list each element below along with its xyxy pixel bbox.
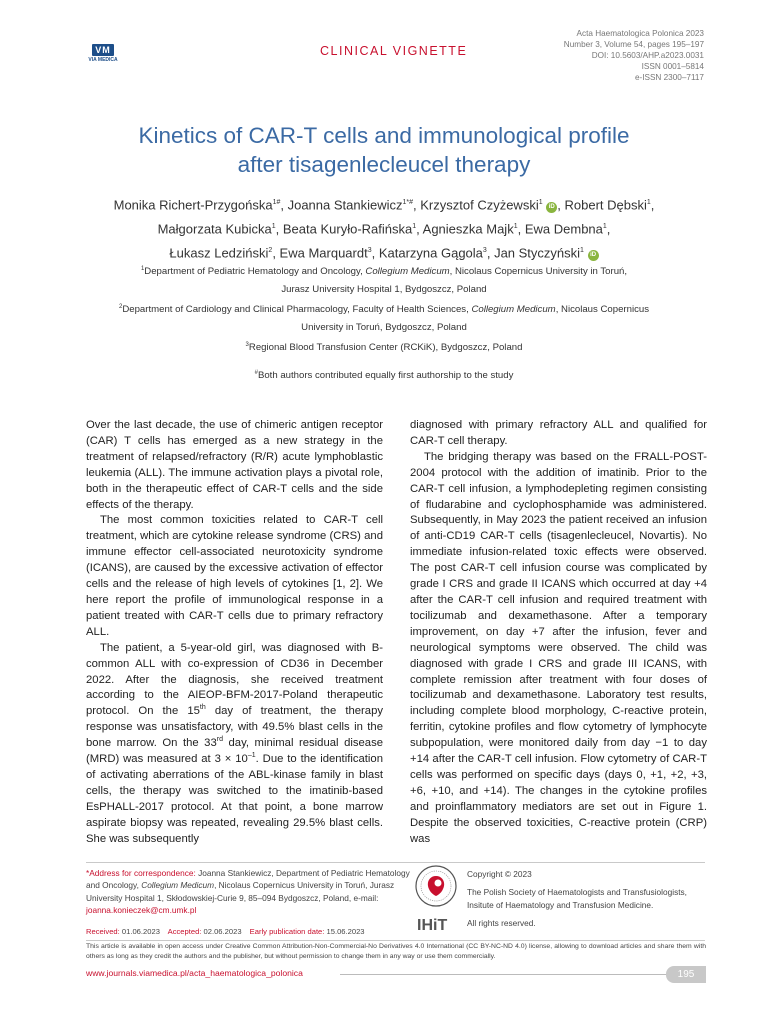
- journal-url-link[interactable]: www.journals.viamedica.pl/acta_haematologica_polonica: [86, 968, 303, 978]
- author-name: Ewa Dembna: [524, 221, 603, 237]
- society-text: The Polish Society of Haematologists and Transfusiologists, Insitute of Haematology and Transfusion Medicine.: [467, 887, 687, 910]
- body-sup: rd: [216, 736, 223, 744]
- accepted-label: Accepted:: [167, 927, 202, 936]
- author-sup: 1: [513, 222, 518, 230]
- author-name: Agnieszka Majk: [422, 221, 514, 237]
- section-label: CLINICAL VIGNETTE: [320, 44, 468, 58]
- correspondence-text: , Nicolaus Copernicus University in Toruń, Jurasz University Hospital 1, Skłodowskiej-Curie 9, 85–094 Bydgoszcz, Poland, e-mail:: [86, 880, 395, 903]
- via-medica-logo: [86, 44, 120, 66]
- authors-line-3: Łukasz Ledziński$^2$, Ewa Marquardt$^3$, Katarzyna Gągola$^3$, Jan Styczyński$^1$ iD: [60, 240, 708, 264]
- journal-volume: Number 3, Volume 54, pages 195–197: [563, 40, 704, 49]
- correspondence-italic: Collegium Medicum: [141, 880, 215, 891]
- journal-issn: ISSN 0001–5814: [641, 62, 704, 71]
- body-paragraph: [86, 641, 383, 848]
- body-paragraph: The most common toxicities related to CAR-T cell treatment, which are cytokine release syndrome (CRS) and immune effector cell-associated neurotoxicity syndrome (ICANS), are caused by the excessive activation of effector cells and the release of high levels of cytokines [1, 2]. We here report the profile of immunological response in a patient treated with CAR-T cells due to primary refractory ALL.: [86, 514, 383, 638]
- author-sup: 2: [268, 246, 273, 254]
- author-name: Beata Kuryło-Rafińska: [282, 221, 413, 237]
- author-name: Jan Styczyński: [494, 244, 581, 260]
- author-sup: 1: [580, 246, 584, 254]
- author-sup: 1: [538, 199, 543, 206]
- body-text: The patient, a 5-year-old girl, was diagnosed with B-common ALL with co-expression of CD36 in December 2022. After the diagnosis, she received treatment according to the AIEOP-BFM-2017-Poland therapeutic protocol. On the 15: [86, 641, 383, 718]
- correspondence-text: Joanna Stankiewicz, Department of Pediatric Hematology and Oncology,: [86, 868, 410, 891]
- title-line-1: Kinetics of CAR-T cells and immunological profile: [138, 123, 630, 148]
- aff-sup: 3: [245, 341, 249, 348]
- seal-drop-highlight: [435, 880, 442, 887]
- authors-line-2: Małgorzata Kubicka$^1$, Beata Kuryło-Rafińska$^1$, Agnieszka Majk$^1$, Ewa Dembna$^1$,: [157, 221, 611, 237]
- affiliation-1-line-2: Jurasz University Hospital 1, Bydgoszcz, Poland: [281, 283, 487, 295]
- author-name: Małgorzata Kubicka: [157, 221, 272, 237]
- received-label: Received:: [86, 927, 120, 936]
- journal-eissn: e-ISSN 2300–7117: [634, 73, 704, 82]
- society-seal-logo: [412, 863, 460, 909]
- article-title: [0, 121, 768, 179]
- body-sup: th: [199, 704, 206, 712]
- author-sup: 1*#: [402, 199, 414, 206]
- correspondence-email-link[interactable]: joanna.konieczek@cm.umk.pl: [86, 904, 197, 915]
- author-sup: 1: [271, 222, 276, 230]
- author-name: Monika Richert-Przygońska: [113, 197, 273, 213]
- affiliation-1: [60, 261, 708, 281]
- body-text: . Due to the identification of activating aberrations of the ABL-kinase family in blast cells, the therapy was switched to the imatinib-based EsPHALL-2017 protocol. At that point, a bone marrow aspirate biopsy was repeated, revealing 29.5% blast cells. She was subsequently: [86, 753, 383, 845]
- author-name: Robert Dębski: [564, 197, 647, 213]
- received-date: 01.06.2023: [121, 927, 160, 936]
- correspondence-label: *Address for correspondence:: [86, 868, 196, 878]
- aff-text: , Nicolaus Copernicus University in Toruń,: [449, 266, 628, 278]
- license-divider: [86, 940, 705, 941]
- author-sup: 1: [646, 199, 651, 206]
- orcid-icon[interactable]: iD: [546, 202, 557, 213]
- note-text: Both authors contributed equally first authorship to the study: [257, 370, 514, 382]
- footer-divider: [86, 862, 705, 863]
- body-text: day of treatment, the therapy response was unsatisfactory, with 49.5% blast cells in the bone marrow. On the 33: [86, 705, 383, 750]
- page-number: 195: [666, 966, 706, 983]
- author-name: Joanna Stankiewicz: [287, 197, 403, 213]
- early-publication-date: 15.06.2023: [326, 927, 365, 936]
- affiliation-2: [60, 299, 708, 319]
- affiliation-2-line-2: University in Toruń, Bydgoszcz, Poland: [301, 321, 467, 333]
- title-line-2: after tisagenlecleucel therapy: [237, 152, 531, 177]
- aff-italic: Collegium Medicum: [365, 266, 450, 278]
- author-name: Katarzyna Gągola: [378, 244, 483, 260]
- logo-text: VIA MEDICA: [88, 57, 118, 63]
- author-name: Krzysztof Czyżewski: [420, 197, 539, 213]
- equal-contribution-note: [0, 370, 768, 381]
- correspondence-address: [86, 867, 412, 916]
- aff-text: Regional Blood Transfusion Center (RCKiK), Bydgoszcz, Poland: [248, 341, 523, 353]
- body-paragraph: The bridging therapy was based on the FRALL-POST-2004 protocol with the addition of imatinib. Prior to the CAR-T cell infusion, a lymphodepleting regimen consisting of fludarabine and cyclophosphamide was administered. Subsequently, in May 2023 the patient received an infusion of anti-CD19 CAR-T cells (tisagenlecleucel, Novartis). No immediate infusion-related toxic effects were observed. The post CAR-T cell infusion course was complicated by grade I CRS and grade II ICANS which occurred at day +4 after the CAR-T cell infusion and required treatment with tocilizumab and dexamethasone. After a temporary improvement, on day +7 after the infusion, fever and neurological symptoms were observed. The child was diagnosed with grade I CRS and grade III ICANS, with complete remission after treatment with four doses of tocilizumab and dexamethasone. Laboratory test results, including complete blood morphology, C-reactive protein, ferritin, cytokine profiles and flow cytometry of lymphocyte subpopulation, were monitored daily from day −1 to day +14 after the CAR-T cell infusion. Flow cytometry of CAR-T cells was performed on specific days (days 0, +1, +2, +3, +6, +10, and +14). The changes in the cytokine profiles and proinflammatory mediators are set out in Figure 1. Despite the observed toxicities, C-reactive protein (CRP) was: [410, 450, 707, 845]
- copyright-text: Copyright © 2023: [467, 869, 532, 879]
- aff-sup: 2: [118, 303, 123, 310]
- author-sup: 1#: [272, 199, 281, 206]
- journal-info: [564, 28, 704, 83]
- body-text: day, minimal residual disease (MRD) was measured at 3 × 10: [86, 737, 384, 766]
- early-publication-label: Early publication date:: [249, 927, 325, 936]
- author-sup: 1: [602, 222, 607, 230]
- aff-text: , Nicolaus Copernicus: [555, 303, 650, 315]
- body-column-left: [86, 418, 383, 847]
- aff-italic: Collegium Medicum: [471, 303, 556, 315]
- url-rule: [340, 974, 678, 975]
- body-sup: –1: [247, 752, 256, 760]
- aff-text: Department of Pediatric Hematology and Oncology,: [144, 266, 366, 278]
- body-column-right: [410, 418, 707, 847]
- accepted-date: 02.06.2023: [203, 927, 242, 936]
- aff-text: Department of Cardiology and Clinical Pharmacology, Faculty of Health Sciences,: [122, 303, 472, 315]
- author-sup: 1: [412, 222, 417, 230]
- logo-mark: VM: [92, 44, 114, 56]
- journal-name: Acta Haematologica Polonica 2023: [576, 29, 704, 38]
- affiliations: [60, 261, 708, 357]
- author-sup: 3: [482, 246, 487, 254]
- body-paragraph: Over the last decade, the use of chimeric antigen receptor (CAR) T cells has emerged as a new strategy in the treatment of relapsed/refractory (R/R) acute lymphoblastic leukemia (ALL). The immune activation plays a pivotal role, both in the therapeutic effect of CAR-T cells and the side effects of the therapy.: [86, 419, 383, 511]
- author-list: [60, 192, 708, 263]
- body-paragraph: diagnosed with primary refractory ALL and qualified for CAR-T cell therapy.: [410, 419, 707, 447]
- orcid-icon[interactable]: iD: [588, 250, 599, 261]
- aff-sup: 1: [140, 266, 145, 272]
- ihit-logo-text: IHiT: [417, 917, 448, 934]
- authors-line-1: Monika Richert-Przygońska$^{1\#}$, Joanna Stankiewicz$^{1*\#}$, Krzysztof Czyżewski$^1$ iD , Robert Dębski$^1$,: [113, 197, 655, 213]
- ihit-logo: [416, 914, 460, 934]
- rights-text: All rights reserved.: [467, 917, 536, 928]
- article-dates: [86, 927, 371, 936]
- affiliation-3: [60, 337, 708, 357]
- note-sup: #: [254, 370, 258, 376]
- copyright-block: [467, 868, 712, 929]
- journal-doi[interactable]: DOI: 10.5603/AHP.a2023.0031: [591, 51, 704, 60]
- author-sup: 3: [367, 246, 372, 254]
- license-text: This article is available in open access under Creative Common Attribution-Non-Commercial-No Derivatives 4.0 International (CC BY-NC-ND 4.0) license, allowing to download articles and share them with others as long as they credit the authors and the publisher, but without permission to change them in any way or use them commercially.: [86, 943, 706, 961]
- author-name: Łukasz Ledziński: [169, 244, 269, 260]
- author-name: Ewa Marquardt: [279, 244, 368, 260]
- seal-drop: [428, 876, 444, 896]
